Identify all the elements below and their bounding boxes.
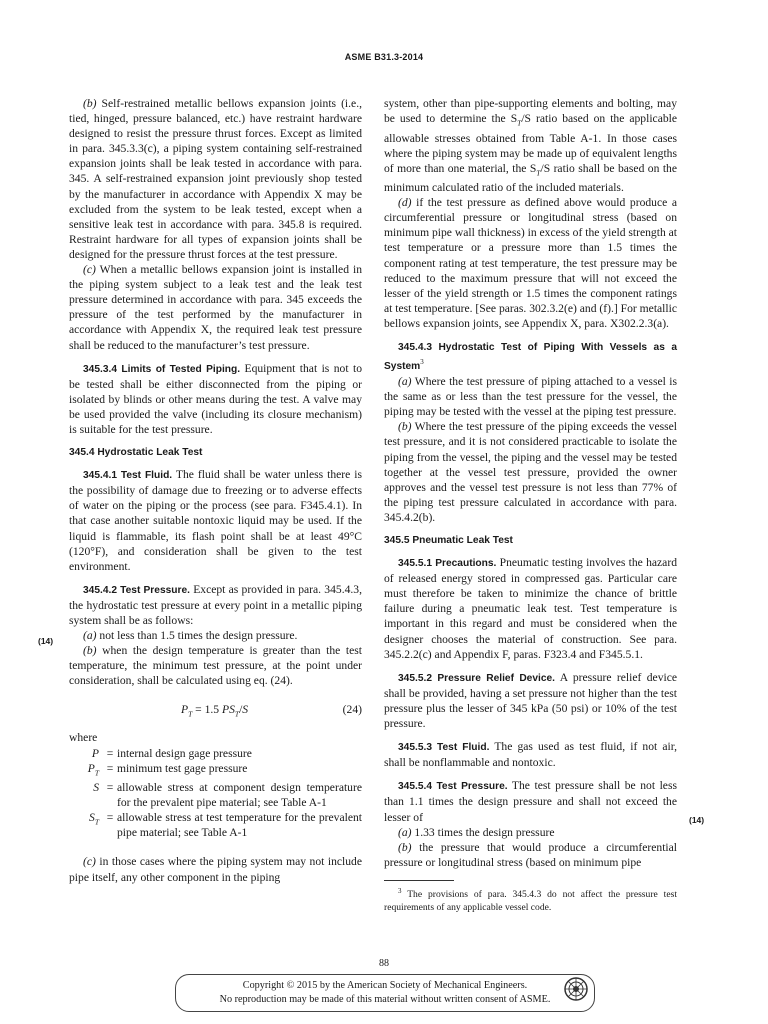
- section-345-5-2: 345.5.2 Pressure Relief Device. A pressure relief device shall be provided, having a set pressure not higher than the test pressure plus the lesser of 345 kPa (50 psi) or 10% of the test pressure.: [384, 670, 677, 731]
- copyright-box: [175, 974, 595, 1012]
- symbol-definitions: [69, 746, 362, 841]
- item-a-vessels: (a) Where the test pressure of piping attached to a vessel is the same as or less than the test pressure for the vessel, the piping may be tested with the vessel at the piping test pressure.: [384, 375, 677, 419]
- equation-formula: $P_T = 1.5$ $PS_T/S$: [181, 703, 249, 719]
- definition-row: $S_T$ = allowable stress at test temperature for the prevalent pipe material; see Table A-1: [89, 811, 362, 840]
- paragraph-c-continued: system, other than pipe-supporting elements and bolting, may be used to determine the $S_T/S$ ratio based on the applicable allowable stresses obtained from Table A-1. In those cases where the piping system may be made up of equivalent lengths of more than one material, the $S_T/S$ ratio shall be based on the minimum calculated ratio of the included materials.: [384, 97, 678, 195]
- paragraph-b-bellows: (b) Self-restrained metallic bellows expansion joints (i.e., tied, hinged, pressure balanced, etc.) have restraint hardware designed to resist the pressure thrust forces. Except as limited in para. 345.3.3(c), a piping system containing self-restrained expansion joints shall be leak tested in accordance with para. 345. A self-restrained expansion joint previously shop tested by the manufacturer in accordance with Appendix X may be excluded from the system to be leak tested, except when a sensitive leak test in accordance with para. 345.8 is required. Restraint hardware for all types of expansion joints shall be designed for the pressure thrust forces at the test pressure.: [69, 97, 362, 261]
- right-column: [384, 96, 677, 914]
- section-345-4-1: 345.4.1 Test Fluid. The fluid shall be water unless there is the possibility of damage due to freezing or to adverse effects of water on the piping or the process (see para. F345.4.1). In that case another suitable nontoxic liquid may be used. If the liquid is flammable, its flash point shall be at least 49°C (120°F), and consideration shall be given to the test environment.: [69, 468, 362, 573]
- item-b-pneumatic: (b) the pressure that would produce a circumferential pressure or longitudinal stress (based on minimum pipe: [384, 840, 677, 869]
- revision-margin-mark: (14): [38, 636, 54, 646]
- left-column: [69, 96, 362, 885]
- section-345-5-1: 345.5.1 Precautions. Pneumatic testing involves the hazard of released energy stored in compressed gas. Particular care must therefore be taken to minimize the chance of brittle failure during a pneumatic leak test. Test temperature is important in this regard and must be considered when the designer chooses the material of construction. See para. 345.2.2(c) and Appendix F, paras. F323.4 and F345.5.1.: [384, 556, 677, 661]
- item-a-pneumatic: (a) 1.33 times the design pressure: [398, 825, 555, 839]
- item-a-test-pressure: (a) not less than 1.5 times the design pressure.: [83, 629, 298, 643]
- section-345-3-4: 345.3.4 Limits of Tested Piping. Equipment that is not to be tested shall be either disconnected from the piping or isolated by blinds or other means during the test. A valve may be used provided the valve (including its closure mechanism) is suitable for the test pressure.: [69, 361, 362, 436]
- definition-row: P = internal design gage pressure: [91, 746, 252, 760]
- section-345-4-3: 345.4.3 Hydrostatic Test of Piping With Vessels as a System$^3$: [384, 342, 677, 372]
- running-header: ASME B31.3-2014: [344, 52, 424, 62]
- definition-row: S = allowable stress at component design temperature for the prevalent pipe material; see Table A-1: [93, 781, 362, 810]
- equation-number: (24): [342, 703, 362, 717]
- copyright-line: No reproduction may be made of this material without written consent of ASME.: [219, 994, 551, 1005]
- equation-24: [69, 698, 362, 720]
- item-d-test-pressure: (d) if the test pressure as defined above would produce a circumferential pressure or longitudinal stress (based on minimum pipe wall thickness) in excess of the yield strength at test temperature or a pressure more than 1.5 times the component rating at test temperature, the test pressure may be reduced to the maximum pressure that will not exceed the lesser of the yield strength or 1.5 times the component ratings at test temperature. [See paras. 302.3.2(e) and (f).] For metallic bellows expansion joints, see Appendix X, para. X302.2.3(a).: [384, 196, 678, 330]
- copyright-line: Copyright © 2015 by the American Society of Mechanical Engineers.: [242, 980, 528, 991]
- revision-margin-mark: (14): [689, 815, 705, 825]
- item-b-vessels: (b) Where the test pressure of the piping exceeds the vessel test pressure, and it is not considered practicable to isolate the piping from the vessel, the piping and the vessel may be tested together at the vessel test pressure, provided the owner approves and the vessel test pressure is not less than 77% of the piping test pressure calculated in accordance with para. 345.4.2(b).: [384, 420, 677, 524]
- item-b-test-pressure: (b) when the design temperature is greater than the test temperature, the minimum test pressure, at the point under consideration, shall be calculated using eq. (24).: [69, 644, 362, 688]
- section-title-345-5: 345.5 Pneumatic Leak Test: [384, 535, 513, 547]
- footnote-rule: [384, 880, 454, 881]
- section-345-5-3: 345.5.3 Test Fluid. The gas used as test fluid, if not air, shall be nonflammable and nontoxic.: [384, 740, 677, 770]
- footnote: $^3$ The provisions of para. 345.4.3 do not affect the pressure test requirements of any applicable vessel code.: [384, 886, 677, 913]
- asme-seal-icon: [563, 976, 589, 1002]
- definition-row: $P_T$ = minimum test gage pressure: [87, 761, 248, 777]
- item-c-test-pressure: (c) in those cases where the piping system may not include pipe itself, any other component in the piping: [69, 855, 362, 884]
- section-title-345-4: 345.4 Hydrostatic Leak Test: [69, 447, 203, 459]
- section-345-4-2: 345.4.2 Test Pressure. Except as provided in para. 345.4.3, the hydrostatic test pressure at every point in a metallic piping system shall be as follows:: [69, 582, 362, 627]
- page-number: 88: [379, 958, 389, 969]
- where-label: where: [69, 731, 98, 745]
- paragraph-c-bellows: (c) When a metallic bellows expansion joint is installed in the piping system subject to a leak test and the leak test pressure determined in accordance with para. 345 exceeds the pressure of the test performed by the manufacturer in accordance with Appendix X, the required leak test pressure shall be reduced to the manufacturer’s test pressure.: [69, 263, 362, 352]
- section-345-5-4: 345.5.4 Test Pressure. The test pressure shall be not less than 1.1 times the design pressure and shall not exceed the lesser of: [384, 779, 677, 824]
